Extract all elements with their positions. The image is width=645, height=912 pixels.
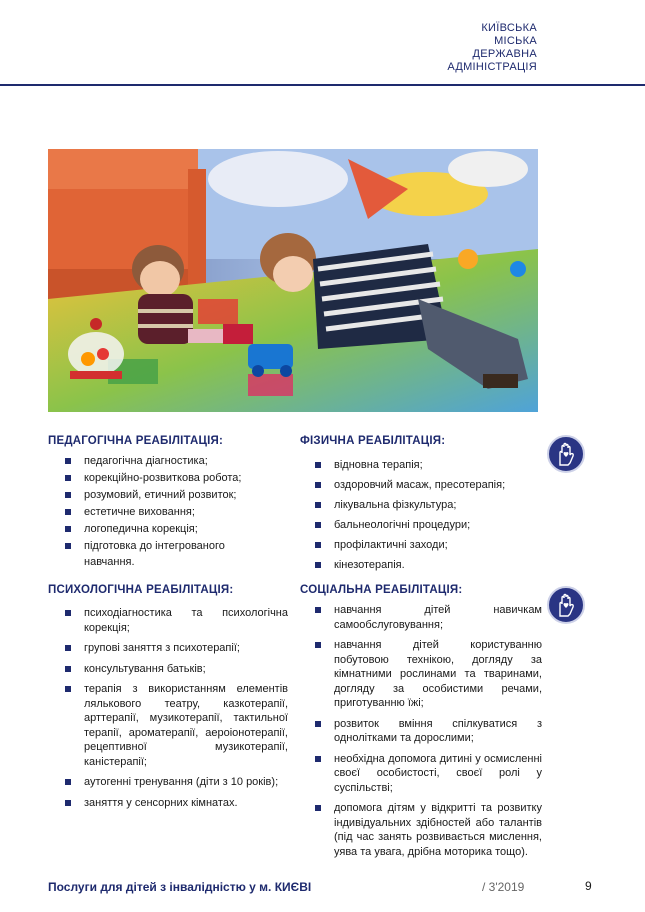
footer-title: Послуги для дітей з інвалідністю у м. КИЄВІ bbox=[48, 880, 312, 894]
list-item: розумовий, етичний розвиток; bbox=[62, 487, 267, 503]
page-number: 9 bbox=[585, 879, 592, 893]
list-item: допомога дітям у відкритті та розвитку індивідуальних здібностей або талантів (під час занять розвивається мислення, уява та увага, дрібна моторика тощо). bbox=[312, 801, 542, 859]
square-bullet-icon bbox=[315, 756, 321, 762]
square-bullet-icon bbox=[315, 482, 321, 488]
hand-heart-icon bbox=[547, 586, 585, 624]
square-bullet-icon bbox=[65, 526, 71, 532]
square-bullet-icon bbox=[315, 562, 321, 568]
list-item: групові заняття з психотерапії; bbox=[62, 641, 288, 656]
square-bullet-icon bbox=[65, 800, 71, 806]
children-playroom-photo bbox=[48, 149, 538, 412]
list-item: необхідна допомога дитині у осмисленні своєї особистості, своєї ролі у суспільстві; bbox=[312, 752, 542, 796]
square-bullet-icon bbox=[315, 522, 321, 528]
list-item: лікувальна фізкультура; bbox=[312, 497, 542, 513]
section-title-social: СОЦІАЛЬНА РЕАБІЛІТАЦІЯ: bbox=[300, 584, 463, 596]
square-bullet-icon bbox=[315, 542, 321, 548]
list-item: відновна терапія; bbox=[312, 457, 542, 473]
section-title-pedagogical: ПЕДАГОГІЧНА РЕАБІЛІТАЦІЯ: bbox=[48, 435, 224, 447]
org-line: МІСЬКА bbox=[494, 35, 537, 47]
square-bullet-icon bbox=[65, 458, 71, 464]
organization-name bbox=[447, 22, 537, 74]
list-item: корекційно-розвиткова робота; bbox=[62, 470, 267, 486]
section-title-physical: ФІЗИЧНА РЕАБІЛІТАЦІЯ: bbox=[300, 435, 446, 447]
list-item: бальнеологічні процедури; bbox=[312, 517, 542, 533]
square-bullet-icon bbox=[65, 666, 71, 672]
list-item: оздоровчий масаж, пресотерапія; bbox=[312, 477, 542, 493]
list-item: профілактичні заходи; bbox=[312, 537, 542, 553]
square-bullet-icon bbox=[315, 805, 321, 811]
org-line: АДМІНІСТРАЦІЯ bbox=[447, 61, 537, 73]
list-item: логопедична корекція; bbox=[62, 521, 267, 537]
footer-issue: / 3'2019 bbox=[482, 880, 525, 894]
org-line: КИЇВСЬКА bbox=[481, 22, 537, 34]
section-title-psychological: ПСИХОЛОГІЧНА РЕАБІЛІТАЦІЯ: bbox=[48, 584, 234, 596]
org-line: ДЕРЖАВНА bbox=[472, 48, 537, 60]
list-item: підготовка до інтегрованого навчання. bbox=[62, 538, 267, 570]
list-item: розвиток вміння спілкуватися з однолітками та дорослими; bbox=[312, 717, 542, 746]
list-item: естетичне виховання; bbox=[62, 504, 267, 520]
square-bullet-icon bbox=[65, 509, 71, 515]
psychological-list bbox=[62, 606, 288, 816]
square-bullet-icon bbox=[315, 462, 321, 468]
physical-list bbox=[312, 457, 542, 577]
list-item: педагогічна діагностика; bbox=[62, 453, 267, 469]
square-bullet-icon bbox=[65, 610, 71, 616]
square-bullet-icon bbox=[65, 779, 71, 785]
list-item: навчання дітей користуванню побутовою технікою, догляду за кімнатними рослинами та тваринами, догляду за особистими речами, приготуванню їжі; bbox=[312, 638, 542, 711]
list-item: консультування батьків; bbox=[62, 662, 288, 677]
square-bullet-icon bbox=[65, 492, 71, 498]
pedagogical-list bbox=[62, 453, 267, 571]
list-item: навчання дітей навичкам самообслуговування; bbox=[312, 603, 542, 632]
square-bullet-icon bbox=[65, 543, 71, 549]
square-bullet-icon bbox=[315, 607, 321, 613]
square-bullet-icon bbox=[65, 645, 71, 651]
list-item: заняття у сенсорних кімнатах. bbox=[62, 796, 288, 811]
square-bullet-icon bbox=[315, 502, 321, 508]
list-item: терапія з використанням елементів лялькового театру, казкотерапії, арттерапії, музикотерапії, тактильної терапії, ароматерапії, аероіонотерапії, рецептивної музикотерапії, каністерапії; bbox=[62, 682, 288, 769]
list-item: психодіагностика та психологічна корекція; bbox=[62, 606, 288, 635]
square-bullet-icon bbox=[65, 475, 71, 481]
square-bullet-icon bbox=[315, 642, 321, 648]
list-item: кінезотерапія. bbox=[312, 557, 542, 573]
square-bullet-icon bbox=[315, 721, 321, 727]
square-bullet-icon bbox=[65, 686, 71, 692]
list-item: аутогенні тренування (діти з 10 років); bbox=[62, 775, 288, 790]
hand-heart-icon bbox=[547, 435, 585, 473]
header-divider bbox=[0, 84, 645, 86]
social-list bbox=[312, 603, 542, 865]
